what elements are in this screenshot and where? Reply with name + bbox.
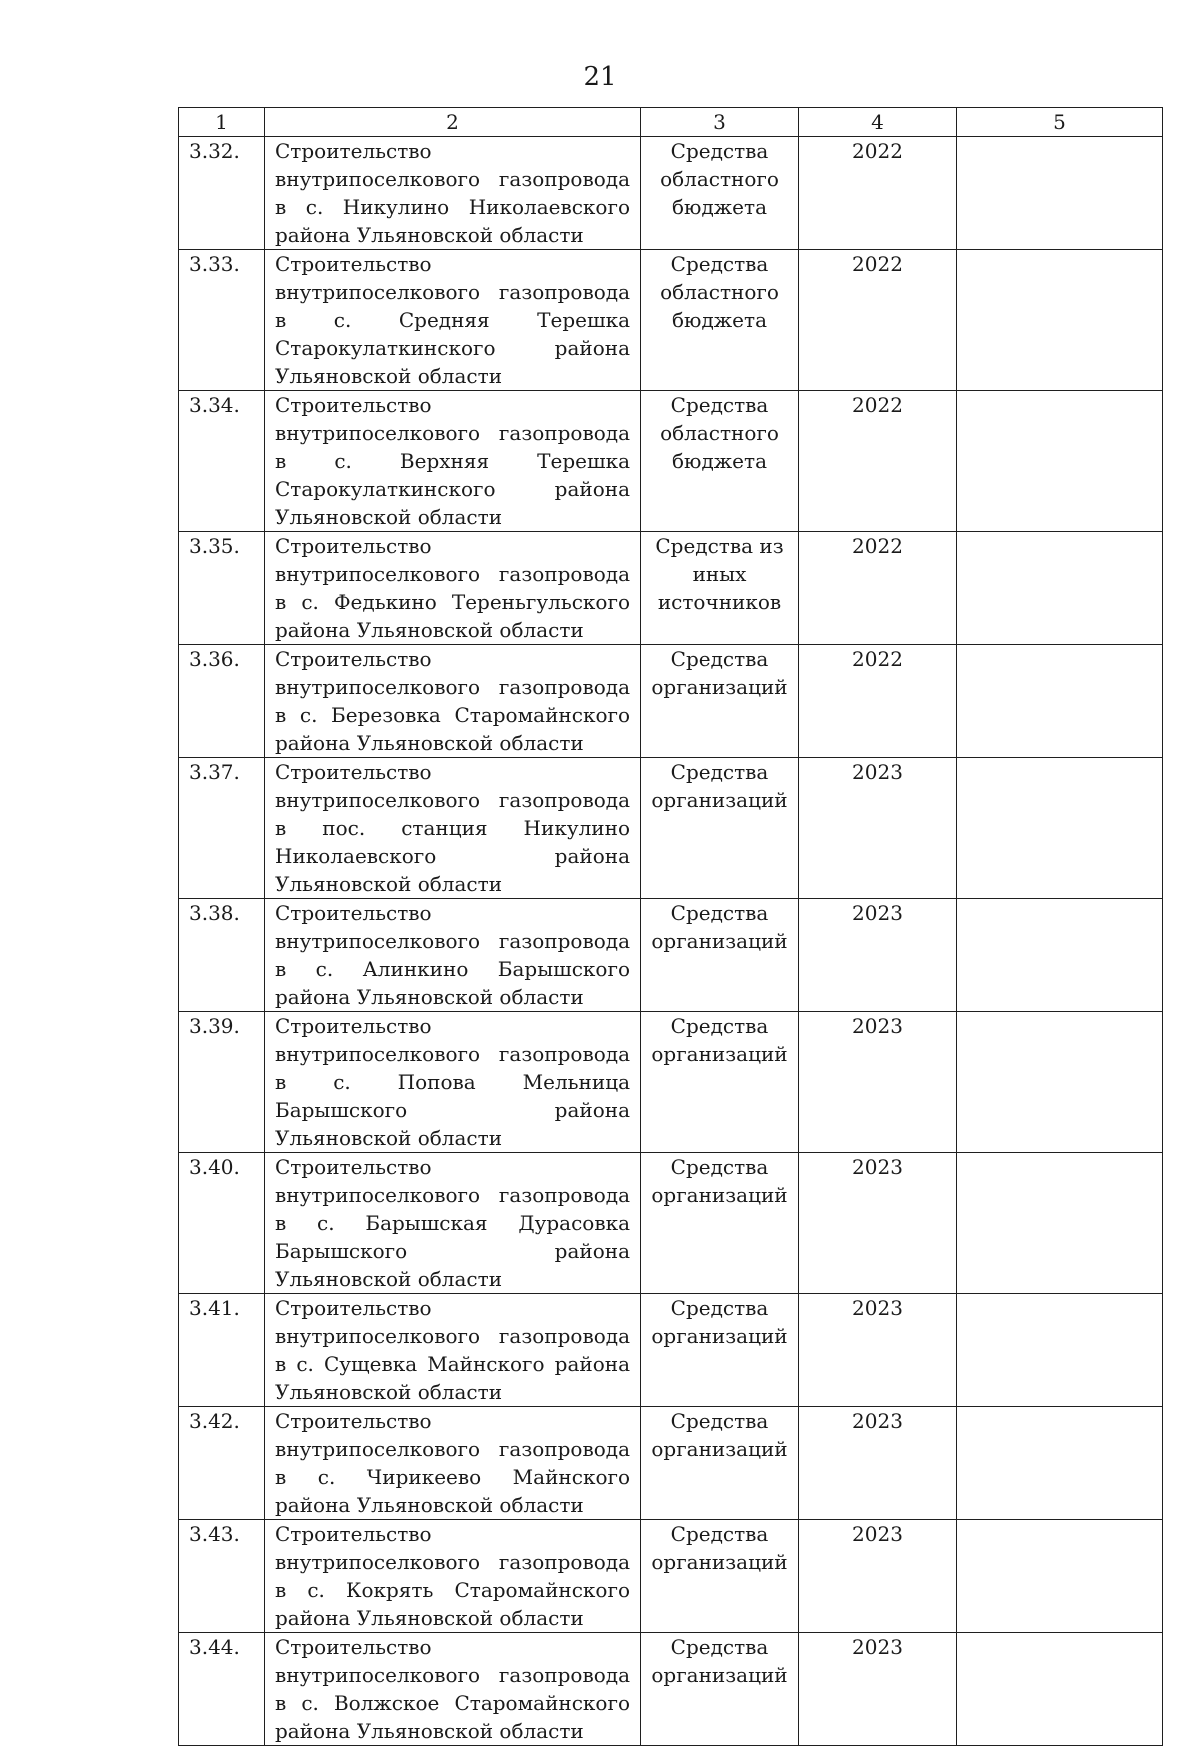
item-description: Строительство внутрипоселкового газопровода в с. Федькино Тереньгульского района Ульяновской области	[265, 532, 641, 645]
item-description: Строительство внутрипоселкового газопровода в с. Кокрять Старомайнского района Ульяновской области	[265, 1520, 641, 1633]
column-header-5: 5	[957, 108, 1163, 137]
column-5-cell	[957, 899, 1163, 1012]
funding-source: Средства организаций	[641, 1407, 799, 1520]
year: 2023	[799, 1153, 957, 1294]
item-number: 3.42.	[179, 1407, 265, 1520]
funding-source: Средства из иных источников	[641, 532, 799, 645]
funding-source: Средства организаций	[641, 899, 799, 1012]
year: 2022	[799, 137, 957, 250]
item-description: Строительство внутрипоселкового газопровода в с. Чирикеево Майнского района Ульяновской области	[265, 1407, 641, 1520]
item-number: 3.40.	[179, 1153, 265, 1294]
column-5-cell	[957, 1407, 1163, 1520]
table-row	[179, 1633, 1163, 1746]
funding-source: Средства организаций	[641, 1153, 799, 1294]
table-row	[179, 645, 1163, 758]
funding-source: Средства организаций	[641, 645, 799, 758]
year: 2023	[799, 758, 957, 899]
column-header-3: 3	[641, 108, 799, 137]
column-5-cell	[957, 1012, 1163, 1153]
funding-source: Средства областного бюджета	[641, 137, 799, 250]
column-header-1: 1	[179, 108, 265, 137]
item-number: 3.34.	[179, 391, 265, 532]
item-number: 3.32.	[179, 137, 265, 250]
year: 2022	[799, 391, 957, 532]
gas-pipeline-schedule-table	[178, 107, 1163, 1746]
column-5-cell	[957, 1294, 1163, 1407]
item-description: Строительство внутрипоселкового газопровода в с. Средняя Терешка Старокулаткинского района Ульяновской области	[265, 250, 641, 391]
funding-source: Средства организаций	[641, 1633, 799, 1746]
funding-source: Средства организаций	[641, 1520, 799, 1633]
year: 2023	[799, 1012, 957, 1153]
item-description: Строительство внутрипоселкового газопровода в с. Березовка Старомайнского района Ульяновской области	[265, 645, 641, 758]
column-5-cell	[957, 532, 1163, 645]
year: 2023	[799, 1407, 957, 1520]
funding-source: Средства областного бюджета	[641, 250, 799, 391]
column-5-cell	[957, 250, 1163, 391]
funding-source: Средства областного бюджета	[641, 391, 799, 532]
column-5-cell	[957, 1153, 1163, 1294]
item-number: 3.36.	[179, 645, 265, 758]
year: 2022	[799, 532, 957, 645]
year: 2022	[799, 250, 957, 391]
item-description: Строительство внутрипоселкового газопровода в пос. станция Никулино Николаевского района Ульяновской области	[265, 758, 641, 899]
column-5-cell	[957, 137, 1163, 250]
item-number: 3.41.	[179, 1294, 265, 1407]
year: 2022	[799, 645, 957, 758]
table-row	[179, 1407, 1163, 1520]
item-number: 3.39.	[179, 1012, 265, 1153]
item-description: Строительство внутрипоселкового газопровода в с. Верхняя Терешка Старокулаткинского района Ульяновской области	[265, 391, 641, 532]
table-row	[179, 1012, 1163, 1153]
table-row	[179, 1153, 1163, 1294]
column-5-cell	[957, 1520, 1163, 1633]
item-number: 3.33.	[179, 250, 265, 391]
column-header-2: 2	[265, 108, 641, 137]
column-5-cell	[957, 645, 1163, 758]
item-number: 3.38.	[179, 899, 265, 1012]
table-row	[179, 391, 1163, 532]
column-5-cell	[957, 1633, 1163, 1746]
item-description: Строительство внутрипоселкового газопровода в с. Сущевка Майнского района Ульяновской области	[265, 1294, 641, 1407]
table-row	[179, 532, 1163, 645]
item-description: Строительство внутрипоселкового газопровода в с. Барышская Дурасовка Барышского района Ульяновской области	[265, 1153, 641, 1294]
table-row	[179, 1520, 1163, 1633]
year: 2023	[799, 1520, 957, 1633]
funding-source: Средства организаций	[641, 758, 799, 899]
funding-source: Средства организаций	[641, 1294, 799, 1407]
item-description: Строительство внутрипоселкового газопровода в с. Попова Мельница Барышского района Ульяновской области	[265, 1012, 641, 1153]
item-description: Строительство внутрипоселкового газопровода в с. Алинкино Барышского района Ульяновской области	[265, 899, 641, 1012]
table-row	[179, 899, 1163, 1012]
item-number: 3.37.	[179, 758, 265, 899]
table-row	[179, 1294, 1163, 1407]
year: 2023	[799, 1294, 957, 1407]
item-description: Строительство внутрипоселкового газопровода в с. Волжское Старомайнского района Ульяновской области	[265, 1633, 641, 1746]
item-description: Строительство внутрипоселкового газопровода в с. Никулино Николаевского района Ульяновской области	[265, 137, 641, 250]
item-number: 3.35.	[179, 532, 265, 645]
table-row	[179, 250, 1163, 391]
funding-source: Средства организаций	[641, 1012, 799, 1153]
table-header-row	[179, 108, 1163, 137]
column-5-cell	[957, 758, 1163, 899]
year: 2023	[799, 1633, 957, 1746]
year: 2023	[799, 899, 957, 1012]
item-number: 3.44.	[179, 1633, 265, 1746]
table-row	[179, 758, 1163, 899]
column-5-cell	[957, 391, 1163, 532]
page-number: 21	[583, 62, 617, 92]
table-row	[179, 137, 1163, 250]
column-header-4: 4	[799, 108, 957, 137]
item-number: 3.43.	[179, 1520, 265, 1633]
